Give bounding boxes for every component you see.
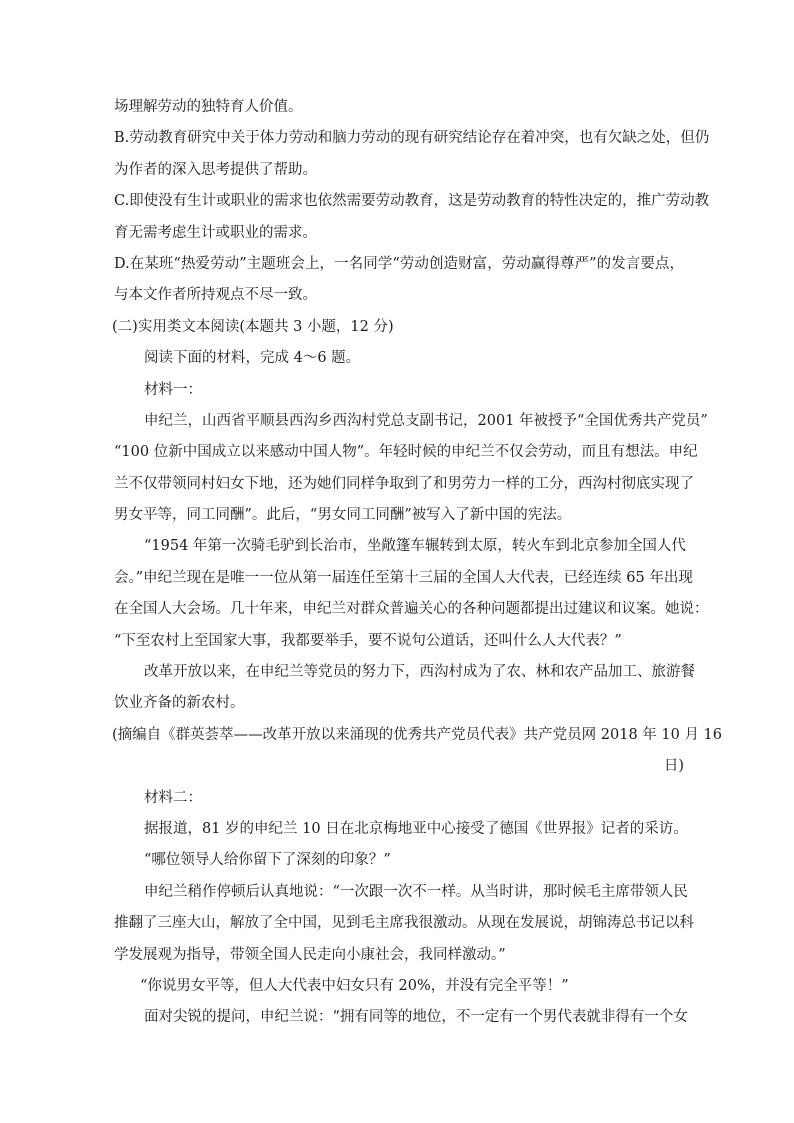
option-d-line: D.在某班“热爱劳动”主题班会上，一名同学“劳动创造财富，劳动赢得尊严”的发言要点，: [114, 255, 684, 272]
text-line: “1954 年第一次骑毛驴到长治市，坐敞篷车辗转到太原，转火车到北京参加全国人代: [144, 538, 686, 555]
document-page: [112, 98, 723, 1040]
text-line: 申纪兰稍作停顿后认真地说：“一次跟一次不一样。从当时讲，那时候毛主席带领人民: [144, 883, 688, 900]
text-line: 育无需考虑生计或职业的需求。: [114, 224, 317, 241]
text-line: 场理解劳动的独特育人价值。: [114, 99, 303, 115]
text-line: 据报道，81 岁的申纪兰 10 日在北京梅地亚中心接受了德国《世界报》记者的采访。: [144, 820, 688, 837]
option-c-line: C.即使没有生计或职业的需求也依然需要劳动教育，这是劳动教育的特性决定的，推广劳动教: [114, 193, 710, 210]
text-line: “下至农村上至国家大事，我都要举手，要不说句公道话，还叫什么人大代表？”: [114, 632, 622, 649]
text-line: 在全国人大会场。几十年来，申纪兰对群众普遍关心的各种问题都提出过建议和议案。她说：: [114, 601, 709, 618]
text-line: “100 位新中国成立以来感动中国人物”。年轻时候的申纪兰不仅会劳动，而且有想法。申纪: [114, 444, 698, 461]
option-b-line: B.劳动教育研究中关于体力劳动和脑力劳动的现有研究结论存在着冲突，也有欠缺之处，但仍: [114, 130, 710, 147]
text-line: 面对尖锐的提问，申纪兰说：“拥有同等的地位，不一定有一个男代表就非得有一个女: [144, 1009, 688, 1026]
text-line: 男女平等，同工同酬”。此后，“男女同工同酬”被写入了新中国的宪法。: [114, 507, 572, 524]
material-two-label: 材料二：: [144, 789, 202, 806]
text-line: 兰不仅带领同村妇女下地，还为她们同样争取到了和男劳力一样的工分，西沟村彻底实现了: [114, 475, 694, 492]
text-line: 会。”申纪兰现在是唯一一位从第一届连任至第十三届的全国人大代表，已经连续 65 年出现: [114, 569, 693, 586]
text-line: 饮业齐备的新农村。: [114, 695, 245, 712]
text-line: “哪位领导人给你留下了深刻的印象？”: [144, 852, 391, 869]
source-citation: (摘编自《群英荟萃——改革开放以来涌现的优秀共产党员代表》共产党员网 2018 年 10 月 16: [112, 726, 723, 743]
material-one-label: 材料一：: [144, 381, 202, 398]
text-line: 与本文作者所持观点不尽一致。: [114, 287, 317, 304]
instruction-line: 阅读下面的材料，完成 4～6 题。: [144, 350, 361, 367]
source-citation-end: 日): [663, 758, 684, 775]
text-line: 学发展观为指导，带领全国人民走向小康社会，我同样激动。”: [114, 946, 506, 963]
text-line: “你说男女平等，但人大代表中妇女只有 20%，并没有完全平等！”: [140, 977, 569, 994]
section-heading: (二)实用类文本阅读(本题共 3 小题，12 分): [112, 318, 394, 335]
text-line: 改革开放以来，在申纪兰等党员的努力下，西沟村成为了农、林和农产品加工、旅游餐: [144, 664, 695, 681]
text-line: 为作者的深入思考提供了帮助。: [114, 161, 317, 178]
text-line: 推翻了三座大山，解放了全中国，见到毛主席我很激动。从现在发展说，胡锦涛总书记以科: [114, 915, 694, 932]
text-line: 申纪兰，山西省平顺县西沟乡西沟村党总支副书记，2001 年被授予“全国优秀共产党员”: [144, 412, 708, 429]
